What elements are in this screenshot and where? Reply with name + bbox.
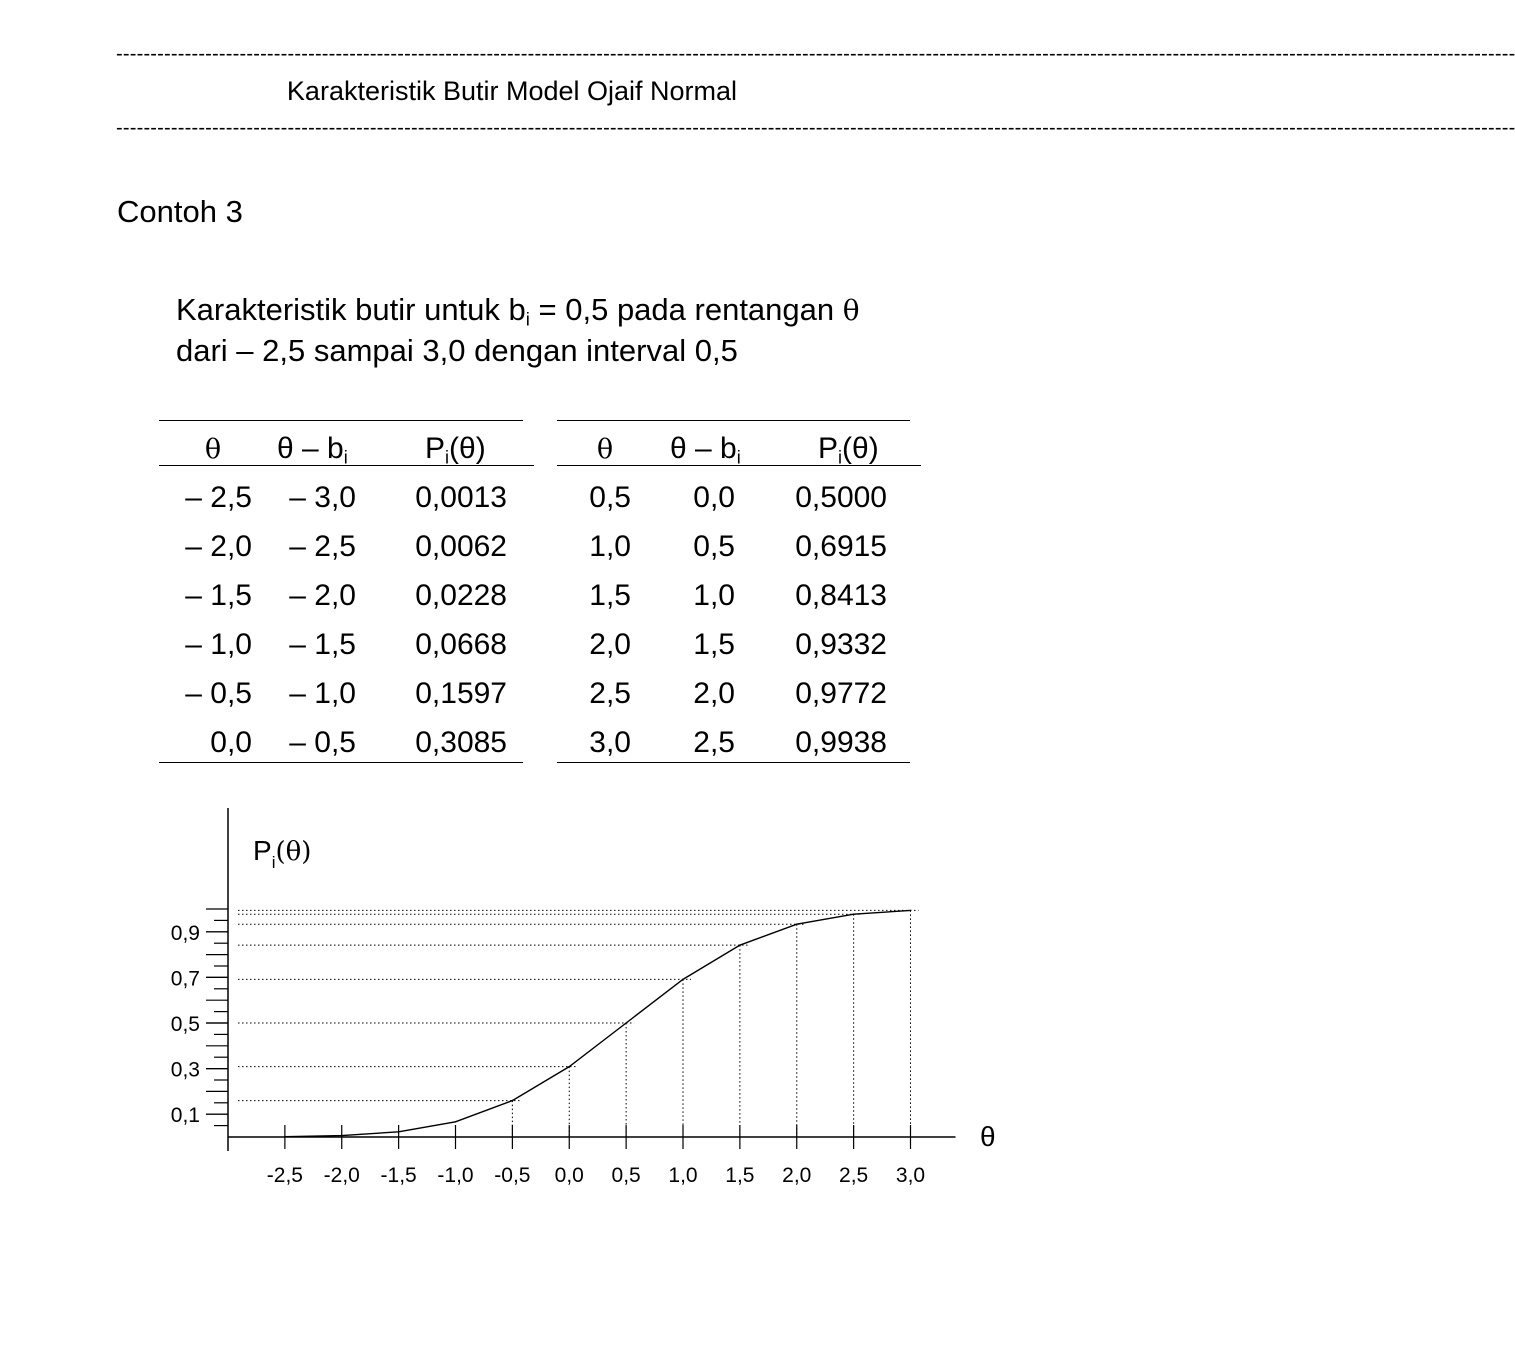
theta-symbol: θ <box>204 434 222 465</box>
header-p-suffix: (θ) <box>449 432 486 465</box>
x-tick-label: -1,0 <box>437 1164 474 1187</box>
x-tick-label: 2,0 <box>782 1164 812 1187</box>
table-left-cell-p: 0,1597 <box>415 677 507 710</box>
table-right-cell-diff: 0,0 <box>693 481 735 514</box>
y-tick-label: 0,1 <box>170 1104 200 1128</box>
table-left-cell-diff: – 1,0 <box>289 677 356 710</box>
table-left-cell-p: 0,0228 <box>415 579 507 612</box>
table-left-cell-theta: – 2,0 <box>185 530 252 563</box>
table-right-cell-theta: 1,0 <box>589 530 631 563</box>
table-left-cell-diff: – 1,5 <box>289 628 356 661</box>
chart-ticks <box>171 909 925 1187</box>
table-right-cell-theta: 1,5 <box>589 579 631 612</box>
table-right-cell-diff: 1,5 <box>693 628 735 661</box>
table-left-header-p <box>425 431 486 467</box>
data-point <box>910 910 912 912</box>
table-left-cell-theta: 0,0 <box>210 726 252 759</box>
table-right-header-theta <box>575 431 635 468</box>
x-axis-label: θ <box>980 1121 996 1152</box>
description-line-1 <box>176 290 860 331</box>
description-text-1: Karakteristik butir untuk b <box>176 292 526 327</box>
header-p-text: P <box>818 432 839 465</box>
header-sub-i: i <box>736 447 741 468</box>
data-point <box>512 1100 514 1102</box>
table-left-cell-p: 0,3085 <box>415 726 507 759</box>
table-right-header-diff <box>670 431 741 467</box>
header-diff-text: θ – b <box>277 432 344 465</box>
theta-symbol: θ <box>842 294 860 327</box>
x-tick-label: 0,5 <box>611 1164 641 1187</box>
table-left-bottom-rule <box>159 762 523 763</box>
data-point <box>739 944 741 946</box>
table-left-cell-theta: – 1,5 <box>185 579 252 612</box>
data-point <box>455 1121 457 1123</box>
y-tick-label: 0,3 <box>170 1058 200 1082</box>
y-axis-label-p: P <box>253 835 272 866</box>
data-point <box>398 1131 400 1133</box>
table-right-header-p <box>818 431 879 467</box>
x-tick-label: -2,0 <box>323 1164 360 1187</box>
description-line-2: dari – 2,5 sampai 3,0 dengan interval 0,5 <box>176 333 738 368</box>
header-diff-text: θ – b <box>670 432 737 465</box>
x-tick-label: -2,5 <box>266 1164 303 1187</box>
table-left-cell-theta: – 2,5 <box>185 481 252 514</box>
data-point <box>796 923 798 925</box>
table-left-cell-diff: – 2,0 <box>289 579 356 612</box>
table-right-cell-theta: 0,5 <box>589 481 631 514</box>
table-left-cell-p: 0,0062 <box>415 530 507 563</box>
y-tick-label: 0,5 <box>170 1013 200 1036</box>
table-left-cell-p: 0,0013 <box>415 481 507 514</box>
x-tick-label: 3,0 <box>895 1164 926 1187</box>
table-right-cell-p: 0,8413 <box>795 579 887 612</box>
x-tick-label: 1,0 <box>668 1164 698 1187</box>
table-left-cell-p: 0,0668 <box>415 628 507 661</box>
data-point <box>625 1022 627 1024</box>
table-right-cell-theta: 3,0 <box>589 726 631 759</box>
table-left-cell-diff: – 0,5 <box>289 726 356 759</box>
description-text-2: = 0,5 pada rentangan <box>529 292 843 327</box>
chart-guides <box>238 910 919 1137</box>
table-right-cell-p: 0,6915 <box>795 530 887 563</box>
table-right-cell-diff: 1,0 <box>693 579 735 612</box>
data-point <box>341 1135 343 1137</box>
data-point <box>853 913 855 915</box>
table-right-cell-p: 0,5000 <box>795 481 887 514</box>
x-tick-label: -1,5 <box>380 1164 417 1187</box>
example-label: Contoh 3 <box>117 194 243 229</box>
header-rule-bottom: ------------------------------------------------------------------------------------------------------------------------------------------------------------------------------------------------------------ <box>116 117 1515 139</box>
data-point <box>568 1066 570 1068</box>
table-right-cell-p: 0,9772 <box>795 677 887 710</box>
header-p-suffix: (θ) <box>842 432 879 465</box>
example-description <box>176 290 860 371</box>
chart-axes <box>228 808 956 1151</box>
table-right-cell-diff: 2,5 <box>693 726 735 759</box>
table-right-top-rule <box>557 420 910 421</box>
table-left-cell-theta: – 0,5 <box>185 677 252 710</box>
data-point <box>284 1136 286 1138</box>
header-sub-i: i <box>445 447 450 468</box>
table-right-cell-diff: 2,0 <box>693 677 735 710</box>
item-characteristic-chart <box>0 790 1024 1210</box>
table-left-header-diff <box>277 431 348 467</box>
x-tick-label: 1,5 <box>725 1164 755 1187</box>
x-tick-label: 0,0 <box>554 1164 584 1187</box>
y-axis-label-suffix: (θ) <box>275 837 312 867</box>
table-right-bottom-rule <box>557 762 910 763</box>
table-right-cell-p: 0,9938 <box>795 726 887 759</box>
table-right-cell-diff: 0,5 <box>693 530 735 563</box>
page-header-title: Karakteristik Butir Model Ojaif Normal <box>286 76 738 106</box>
header-sub-i: i <box>838 447 843 468</box>
description-sub-i: i <box>525 308 530 330</box>
table-left-cell-diff: – 3,0 <box>289 481 356 514</box>
table-left-header-theta <box>183 431 243 468</box>
data-point <box>682 979 684 981</box>
table-right-cell-theta: 2,0 <box>589 628 631 661</box>
chart-series <box>284 910 911 1138</box>
x-tick-label: 2,5 <box>839 1164 869 1187</box>
header-sub-i: i <box>343 447 348 468</box>
series-line <box>285 910 911 1136</box>
x-tick-label: -0,5 <box>494 1164 531 1187</box>
theta-symbol: θ <box>596 434 614 465</box>
y-tick-label: 0,7 <box>170 967 200 991</box>
table-right-cell-theta: 2,5 <box>589 677 631 710</box>
table-left-top-rule <box>159 420 523 421</box>
header-p-text: P <box>425 432 446 465</box>
table-right-cell-p: 0,9332 <box>795 628 887 661</box>
y-axis-label <box>253 835 311 872</box>
table-left-cell-theta: – 1,0 <box>185 628 252 661</box>
header-rule-top: ------------------------------------------------------------------------------------------------------------------------------------------------------------------------------------------------------------ <box>116 43 1515 65</box>
y-tick-label: 0,9 <box>170 921 200 945</box>
y-axis-label-sub: i <box>271 853 276 872</box>
table-left-cell-diff: – 2,5 <box>289 530 356 563</box>
